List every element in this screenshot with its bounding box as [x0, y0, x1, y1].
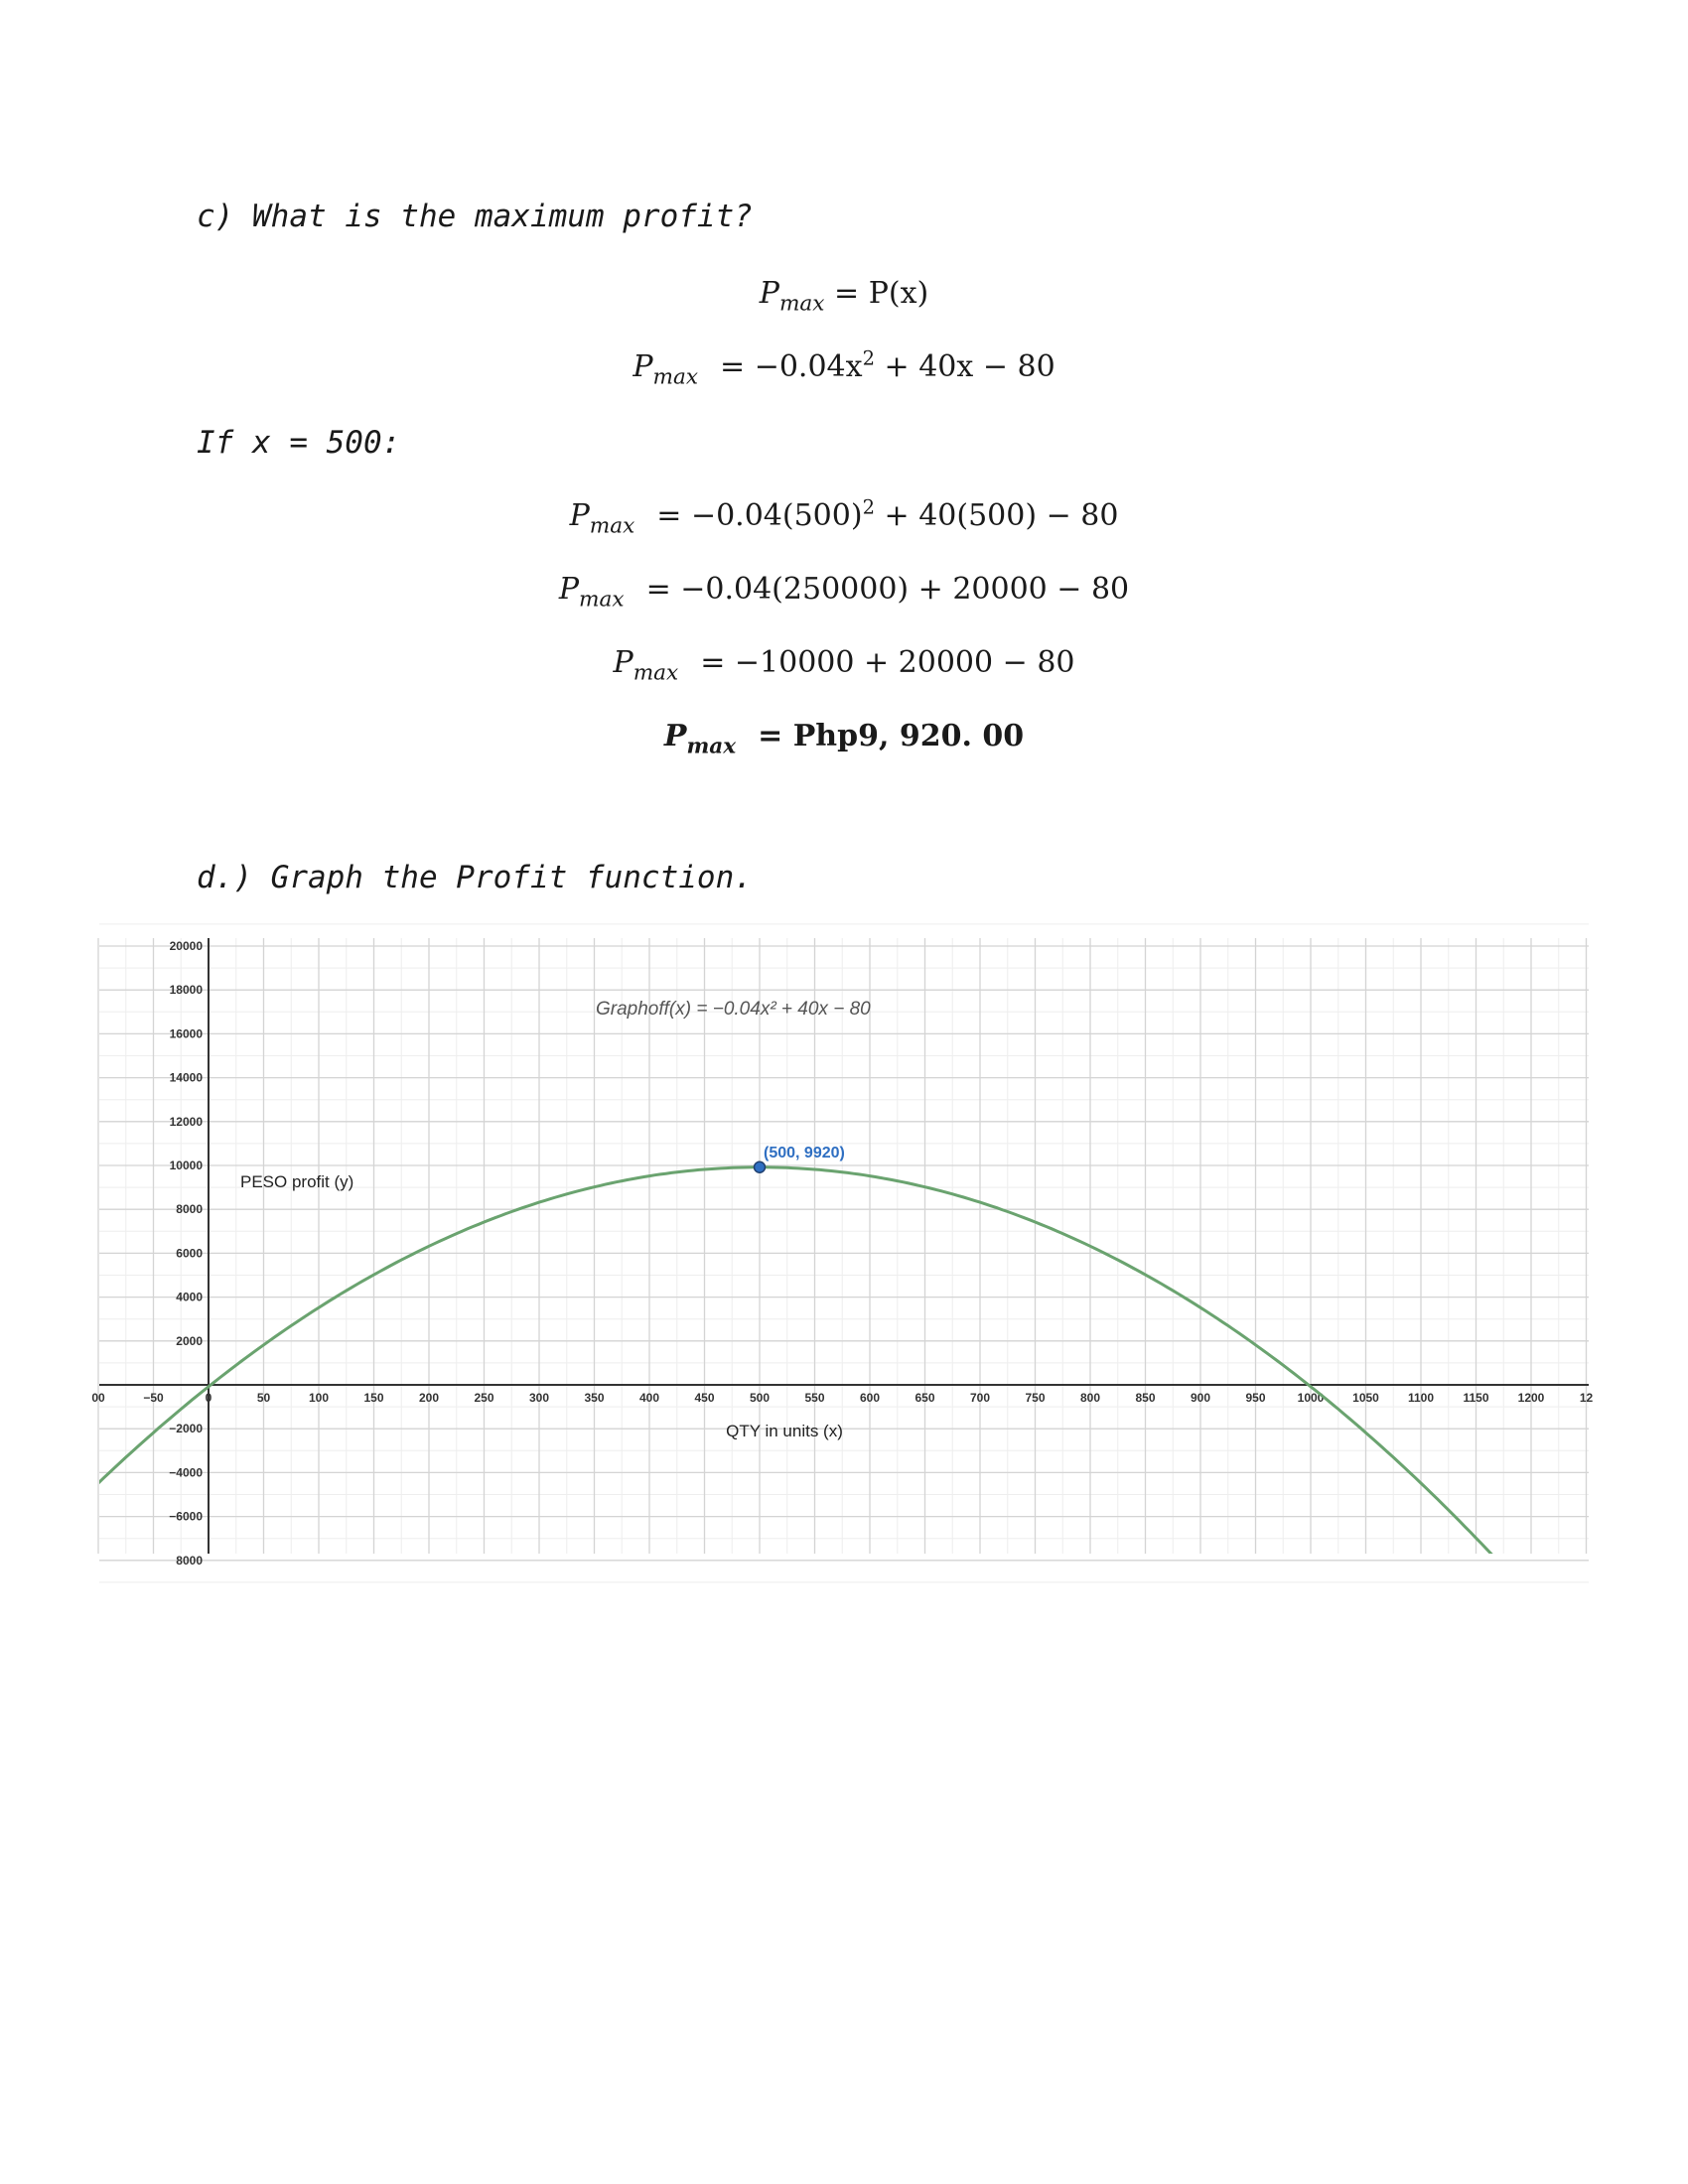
x-tick-label: 850	[1135, 1391, 1156, 1405]
y-tick-label: 12000	[169, 1114, 203, 1129]
y-tick-label: 16000	[169, 1026, 203, 1041]
chart-title: Graphoff(x) = −0.04x² + 40x − 80	[596, 999, 871, 1020]
x-tick-label: 750	[1025, 1391, 1046, 1405]
x-tick-label: 700	[969, 1391, 991, 1405]
x-tick-label: 350	[584, 1391, 605, 1405]
y-tick-label: 14000	[169, 1070, 203, 1085]
if-x-label: If x = 500:	[197, 425, 401, 461]
vertex-label: (500, 9920)	[764, 1144, 845, 1161]
x-tick-label: 250	[474, 1391, 494, 1405]
y-tick-label: 2000	[176, 1333, 203, 1348]
x-tick-label: 1000	[1297, 1391, 1325, 1405]
y-tick-label: 10000	[169, 1159, 203, 1172]
x-tick-label: 200	[418, 1391, 440, 1405]
x-tick-label: 400	[638, 1391, 660, 1405]
x-tick-label: 650	[914, 1391, 935, 1405]
equation-pmax-function: $P_{max} = -0.04x^2 + 40x - 80$	[633, 346, 1055, 390]
x-tick-label: 950	[1245, 1391, 1266, 1405]
question-d: d.) Graph the Profit function.	[197, 860, 753, 895]
x-tick-label: 550	[804, 1391, 825, 1405]
x-tick-label: 50	[256, 1391, 271, 1405]
y-tick-label: 8000	[176, 1553, 203, 1568]
y-tick-label: −2000	[169, 1422, 203, 1436]
x-tick-label: −50	[143, 1391, 164, 1405]
y-tick-label: 18000	[169, 983, 203, 998]
y-tick-label: 8000	[176, 1202, 203, 1217]
x-tick-label: 100	[308, 1391, 330, 1405]
x-tick-label: 12	[1579, 1391, 1594, 1405]
x-tick-label: 1200	[1517, 1391, 1545, 1405]
question-c: c) What is the maximum profit?	[197, 199, 753, 234]
y-tick-label: 4000	[176, 1290, 203, 1304]
x-tick-label: 0	[205, 1391, 212, 1405]
x-tick-label: 900	[1190, 1391, 1211, 1405]
profit-function-graph	[91, 938, 1594, 1568]
x-tick-label: 300	[528, 1391, 550, 1405]
equation-substitution: $P_{max} = -0.04(500)^2 + 40(500) - 80$	[569, 495, 1119, 539]
x-tick-label: 600	[859, 1391, 881, 1405]
equation-pmax-def: $P_{max} = P(x)$	[759, 276, 929, 317]
x-tick-label: 1100	[1407, 1391, 1435, 1405]
equation-multiply: $P_{max} = -10000 + 20000 - 80$	[613, 645, 1075, 686]
y-tick-label: 20000	[169, 939, 203, 953]
vertex-point	[755, 1161, 766, 1172]
y-tick-label: −4000	[169, 1465, 203, 1480]
equation-square: $P_{max} = -0.04(250000) + 20000 - 80$	[558, 572, 1130, 613]
x-tick-label: 00	[91, 1391, 105, 1405]
x-axis-label: QTY in units (x)	[726, 1422, 843, 1440]
x-tick-label: 800	[1079, 1391, 1101, 1405]
x-tick-label: 1050	[1352, 1391, 1379, 1405]
x-tick-label: 450	[694, 1391, 715, 1405]
y-tick-label: −6000	[169, 1509, 203, 1524]
equation-result: $P_{max} = Php9$, 920. 00	[663, 719, 1025, 759]
x-tick-label: 150	[363, 1391, 384, 1405]
x-tick-label: 500	[749, 1391, 771, 1405]
x-tick-label: 1150	[1463, 1391, 1489, 1405]
y-tick-label: 6000	[176, 1246, 203, 1261]
y-axis-label: PESO profit (y)	[240, 1172, 354, 1191]
